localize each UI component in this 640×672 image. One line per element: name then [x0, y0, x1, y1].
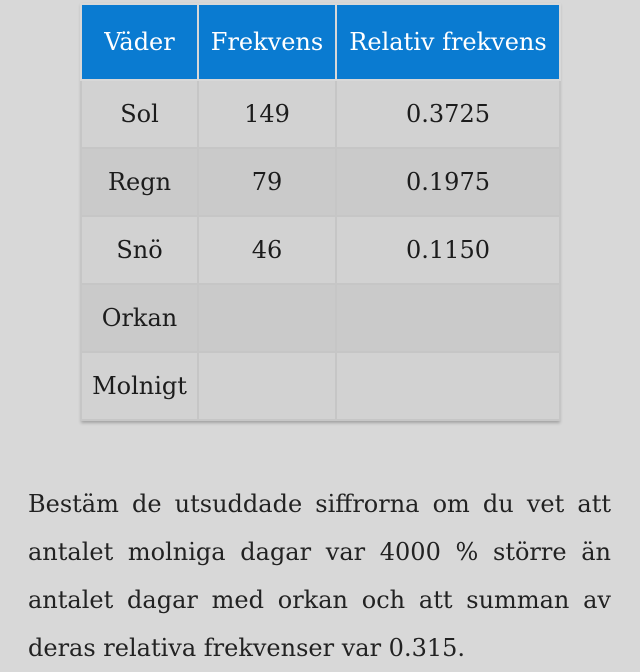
header-weather: Väder [81, 4, 198, 80]
cell-relative-frequency-erased [336, 352, 560, 420]
cell-weather: Sol [81, 80, 198, 148]
table-row [81, 80, 560, 148]
cell-weather: Snö [81, 216, 198, 284]
weather-frequency-table [80, 3, 561, 421]
cell-frequency-erased [198, 352, 336, 420]
table-header-row [81, 4, 560, 80]
cell-relative-frequency: 0.3725 [336, 80, 560, 148]
cell-relative-frequency: 0.1150 [336, 216, 560, 284]
weather-frequency-table-container [80, 3, 559, 421]
cell-relative-frequency: 0.1975 [336, 148, 560, 216]
cell-frequency: 79 [198, 148, 336, 216]
cell-weather: Molnigt [81, 352, 198, 420]
cell-frequency: 149 [198, 80, 336, 148]
table-row [81, 216, 560, 284]
table-row [81, 352, 560, 420]
cell-weather: Regn [81, 148, 198, 216]
cell-relative-frequency-erased [336, 284, 560, 352]
table-row [81, 284, 560, 352]
header-frequency: Frekvens [198, 4, 336, 80]
header-relative-frequency: Relativ frekvens [336, 4, 560, 80]
cell-frequency-erased [198, 284, 336, 352]
table-row [81, 148, 560, 216]
cell-weather: Orkan [81, 284, 198, 352]
cell-frequency: 46 [198, 216, 336, 284]
problem-statement: Bestäm de utsuddade siffrorna om du vet att antalet molniga dagar var 4000 % större än antalet dagar med orkan och att summan av deras relativa frekvenser var 0.315. [28, 490, 611, 662]
